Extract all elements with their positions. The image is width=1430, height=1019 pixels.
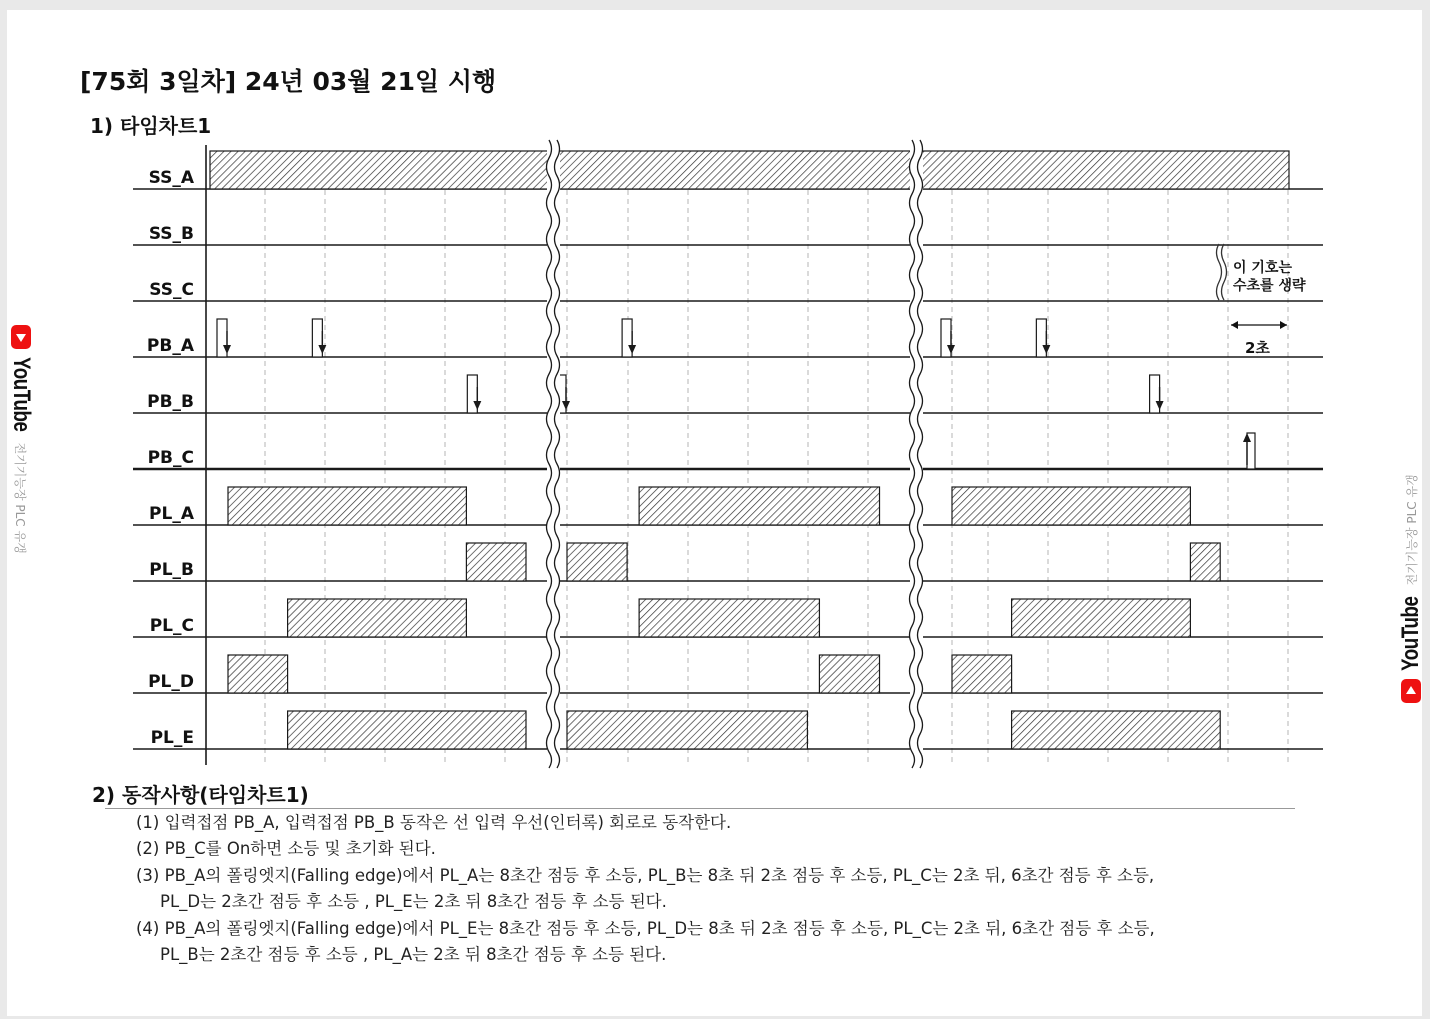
lamp-bar-pl-e xyxy=(288,711,526,749)
youtube-play-icon xyxy=(11,325,31,349)
description-item: (2) PB_C를 On하면 소등 및 초기화 된다. xyxy=(136,839,436,859)
break-symbol-example xyxy=(1222,244,1227,300)
lamp-bar-pl-e xyxy=(567,711,807,749)
operation-description-list xyxy=(136,810,1155,968)
pulse-pb-a xyxy=(622,319,632,357)
signal-label: PL_E xyxy=(150,728,194,748)
signal-label: PB_B xyxy=(147,392,194,412)
signal-label: PB_A xyxy=(146,336,194,356)
lamp-bar-pl-e xyxy=(1012,711,1221,749)
description-item: (4) PB_A의 폴링엣지(Falling edge)에서 PL_E는 8초간 점등 후 소등, PL_D는 8초 뒤 2초 점등 후 소등, PL_C는 2초 뒤, 6초간 점등 후 소등, xyxy=(136,918,1155,938)
signal-label: PL_C xyxy=(149,616,194,636)
signal-label: PL_A xyxy=(149,504,194,524)
youtube-wordmark: YouTube xyxy=(1397,596,1424,671)
pulse-pb-b xyxy=(1150,375,1160,413)
lamp-bar-pl-d xyxy=(819,655,879,693)
signal-label: PL_D xyxy=(148,672,194,692)
lamp-bar-pl-d xyxy=(228,655,288,693)
time-break-gap xyxy=(910,140,923,768)
channel-name: 전기기능장 PLC 유갱 xyxy=(13,442,28,554)
description-item: (3) PB_A의 폴링엣지(Falling edge)에서 PL_A는 8초간 점등 후 소등, PL_B는 8초 뒤 2초 점등 후 소등, PL_C는 2초 뒤, 6초간 점등 후 소등, xyxy=(136,865,1155,885)
youtube-watermark-right xyxy=(1397,474,1425,703)
page-title: [75회 3일차] 24년 03월 21일 시행 xyxy=(80,67,497,96)
pulse-pb-a xyxy=(941,319,951,357)
lamp-bar-pl-c xyxy=(639,599,819,637)
pulse-pb-a xyxy=(1036,319,1046,357)
lamp-bar-pl-b xyxy=(466,543,526,581)
scale-arrow-right xyxy=(1280,321,1287,329)
section-title-timing-chart: 1) 타임차트1 xyxy=(90,114,212,138)
description-item: PL_D는 2초간 점등 후 소등 , PL_E는 2초 뒤 8초간 점등 후 소등 된다. xyxy=(160,892,667,912)
lamp-bar-pl-c xyxy=(1012,599,1191,637)
signal-label: SS_B xyxy=(148,224,194,244)
youtube-watermark-left xyxy=(7,325,35,554)
lamp-bar-pl-a xyxy=(228,487,466,525)
description-item: (1) 입력접점 PB_A, 입력접점 PB_B 동작은 선 입력 우선(인터록) 회로로 동작한다. xyxy=(136,813,732,832)
break-symbol-example xyxy=(1217,244,1222,300)
lamp-bar-pl-b xyxy=(567,543,627,581)
pulse-pb-a xyxy=(312,319,322,357)
lamp-bar-pl-a xyxy=(952,487,1190,525)
signal-label: SS_A xyxy=(148,168,194,188)
signal-label: PB_C xyxy=(147,448,194,468)
description-item: PL_B는 2초간 점등 후 소등 , PL_A는 2초 뒤 8초간 점등 후 소등 된다. xyxy=(160,945,667,965)
signal-label: PL_B xyxy=(149,560,194,580)
lamp-bar-ss-a xyxy=(210,151,1289,189)
break-note-line2: 수초를 생략 xyxy=(1233,278,1306,294)
scale-label: 2초 xyxy=(1245,339,1270,357)
signal-label: SS_C xyxy=(149,280,194,300)
youtube-wordmark: YouTube xyxy=(8,357,35,432)
channel-name: 전기기능장 PLC 유갱 xyxy=(1404,474,1419,586)
lamp-bar-pl-b xyxy=(1190,543,1220,581)
break-note-line1: 이 기호는 xyxy=(1233,260,1292,276)
pulse-pb-a xyxy=(217,319,227,357)
section-divider xyxy=(105,808,1295,809)
section-title-operation: 2) 동작사항(타임차트1) xyxy=(92,783,309,807)
pulse-pb-b xyxy=(467,375,477,413)
scale-arrow-left xyxy=(1231,321,1238,329)
time-break-gap xyxy=(547,140,560,768)
lamp-bar-pl-a xyxy=(639,487,879,525)
youtube-play-icon xyxy=(1401,679,1421,703)
lamp-bar-pl-d xyxy=(952,655,1012,693)
lamp-bar-pl-c xyxy=(288,599,467,637)
